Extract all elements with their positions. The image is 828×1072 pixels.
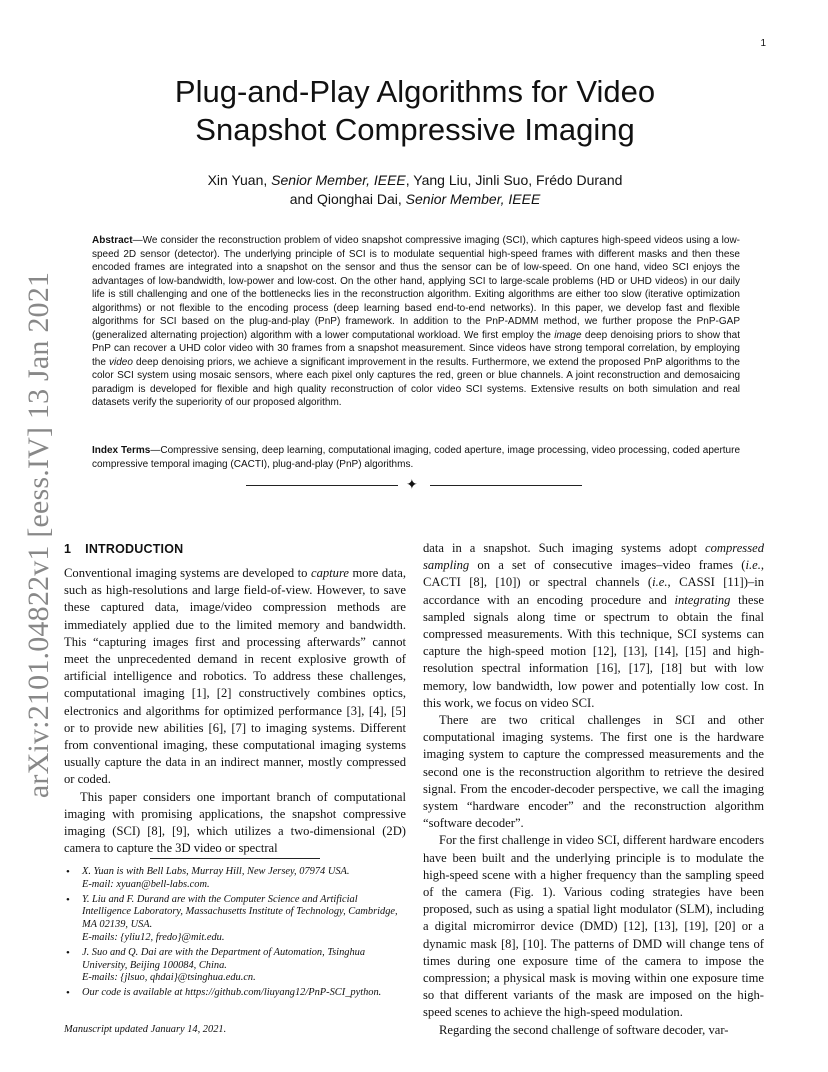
arxiv-stamp [14,271,64,799]
index-terms-text: —Compressive sensing, deep learning, computational imaging, coded aperture, image processing, video processing, coded aperture compressive temporal imaging (CACTI), plug-and-play (PnP) algorithms. [92,445,741,470]
right-paragraph-1 [423,540,764,712]
text-run: data in a snapshot. Such imaging systems adopt [423,541,705,555]
footnote-item [82,987,408,1000]
text-em: compressed sampling [423,541,764,573]
divider-rule-right [430,485,582,486]
right-column [423,540,764,1039]
author-1: Xin Yuan, [207,172,272,188]
footnote-rule [150,858,320,859]
index-terms-label: Index Terms [92,445,151,456]
abstract-text-3: deep denoising priors, we achieve a significant improvement in the results. Furthermore, we extend the proposed PnP algorithms to the color SCI system using mosaic sensors, where each pixel only captures the red, green or blue channels. A joint reconstruction and demosaicing paradigm is developed for flexible and high quality reconstruction of color video SCI systems. Extensive results on both simulation and real datasets verify the superiority of our proposed algorithm. [92,356,740,408]
footnote-code-link[interactable]: Our code is available at https://github.com/liuyang12/PnP-SCI_python. [82,987,382,999]
author-5: and Qionghai Dai, [289,191,406,207]
text-run: , CASSI [11])–in accordance with an encoding procedure and [423,575,764,607]
author-5-role: Senior Member, IEEE [405,191,541,207]
footnote-item [82,947,408,985]
author-line-2 [120,190,710,209]
author-list [120,171,710,209]
title-line-1: Plug-and-Play Algorithms for Video [174,74,656,109]
text-em: capture [310,566,349,580]
text-em: integrating [674,592,731,607]
footnote-email: E-mail: xyuan@bell-labs.com. [82,878,210,890]
left-column [64,565,406,857]
right-paragraph-4: Regarding the second challenge of software decoder, var- [439,1022,729,1037]
text-run: these sampled signals along time or spectrum to obtain the final compressed measurements. With this technique, SCI systems can capture the high-speed motion [12], [13], [14], [15] and high-resolution spectral information [16], [17], [18] but with low memory, low bandwidth, low power and potentially low cost. In this work, we focus on video SCI. [423,592,764,710]
right-paragraph-2: There are two critical challenges in SCI and other computational imaging systems. The first one is the hardware imaging system to capture the compressed measurements and the second one is the reconstruction algorithm to retrieve the desired signal. From the encoder-decoder perspective, we call the imaging system “hardware encoder” and the reconstruction algorithm “software decoder”. [423,713,764,831]
section-number: 1 [64,542,72,556]
manuscript-note: Manuscript updated January 14, 2021. [64,1024,227,1035]
intro-paragraph-2: This paper considers one important branch of computational imaging with promising applications, the snapshot compressive imaging (SCI) [8], [9], which utilizes a two-dimensional (2D) camera to capture the 3D video or spectral [64,789,406,856]
page-number: 1 [760,38,766,49]
text-run: , CACTI [8], [10]) or spectral channels ( [423,558,764,590]
paper-title [80,73,750,149]
intro-paragraph-1 [64,565,406,789]
footnotes [64,866,408,1002]
footnote-line: Y. Liu and F. Durand are with the Computer Science and Artificial Intelligence Laboratory, Massachusetts Institute of Technology, Cambridge, MA 02139, USA. [82,893,398,931]
abstract-text-1: —We consider the reconstruction problem of video snapshot compressive imaging (SCI), which captures high-speed videos using a low-speed 2D sensor (detector). The underlying principle of SCI is to modulate sequential high-speed frames with different masks and then these encoded frames are integrated into a snapshot on the sensor and thus the sensor can be of low-speed. On one hand, video SCI enjoys the advantages of low-bandwidth, low-power and low-cost. On the other hand, applying SCI to large-scale problems (HD or UHD videos) in our daily life is still challenging and one of the bottlenecks lies in the reconstruction algorithm. Exiting algorithms are either too slow (iterative optimization algorithms) or not flexible to the encoding process (deep learning based end-to-end networks). In this paper, we develop fast and flexible algorithms for SCI based on the plug-and-play (PnP) framework. In addition to the PnP-ADMM method, we further propose the PnP-GAP (generalized alternating projection) algorithm with a lower computational workload. We first employ the [92,235,740,341]
text-run: more data, such as high-resolutions and large field-of-view. However, to save these captured data, image/video compression methods are immediately applied due to the limited memory and bandwidth. This “capturing images first and processing afterwards” cannot meet the unprecedented demand in recent explosive growth of artificial intelligence and robotics. To address these challenges, computational imaging [1], [2] constructively combines optics, electronics and algorithms for optimized performance [3], [4], [5] or to provide new abilities [6], [7] to imaging systems. Different from conventional imaging, these computational imaging systems usually capture the data in an indirect manner, mostly compressed or coded. [64,566,407,787]
abstract-em-video: video [109,356,133,368]
abstract [92,234,740,410]
footnote-item [82,866,408,892]
text-run: on a set of consecutive images–video frames ( [469,558,746,573]
author-1-role: Senior Member, IEEE [271,172,406,188]
text-em: i.e. [652,575,668,590]
footnote-email: E-mails: {yliu12, fredo}@mit.edu. [82,931,225,943]
section-heading [64,542,183,556]
section-title: INTRODUCTION [85,542,184,556]
arxiv-stamp-text: arXiv:2101.04822v1 [eess.IV] 13 Jan 2021 [22,271,55,799]
abstract-label: Abstract [92,235,133,246]
footnote-line: J. Suo and Q. Dai are with the Department of Automation, Tsinghua University, Beijing 100084, China. [82,946,366,971]
footnote-email: E-mails: {jlsuo, qhdai}@tsinghua.edu.cn. [82,972,256,984]
author-2-4: , Yang Liu, Jinli Suo, Frédo Durand [405,172,623,188]
divider-diamond-icon: ✦ [406,477,418,493]
text-em: i.e. [745,558,761,573]
text-run: Conventional imaging systems are developed to [64,566,311,580]
footnote-line: X. Yuan is with Bell Labs, Murray Hill, New Jersey, 07974 USA. [82,866,350,877]
author-line-1 [120,171,710,190]
index-terms [92,444,740,471]
right-paragraph-3: For the first challenge in video SCI, different hardware encoders have been built and the underlying principle is to modulate the high-speed scene with a higher frequency than the sampling speed of the camera (Fig. 1). Various coding strategies have been proposed, such as using a spatial light modulator (SLM), including a digital micromirror device (DMD) [12], [13], [19], [20] or a dynamic mask [8], [10]. The patterns of DMD will change tens of times during one exposure time of the camera to impose the compression; a physical mask is moving within one exposure time so that different variants of the mask are imposed on the high-speed scenes to achieve the high-speed modulation. [423,833,764,1020]
title-line-2: Snapshot Compressive Imaging [195,112,635,147]
abstract-text-2: deep denoising priors to show that PnP can recover a UHD color video with 30 frames from a snapshot measurement. Since videos have strong temporal correlation, by employing the [92,329,740,368]
footnote-item [82,894,408,945]
abstract-em-image: image [554,329,582,341]
divider-rule-left [246,485,398,486]
